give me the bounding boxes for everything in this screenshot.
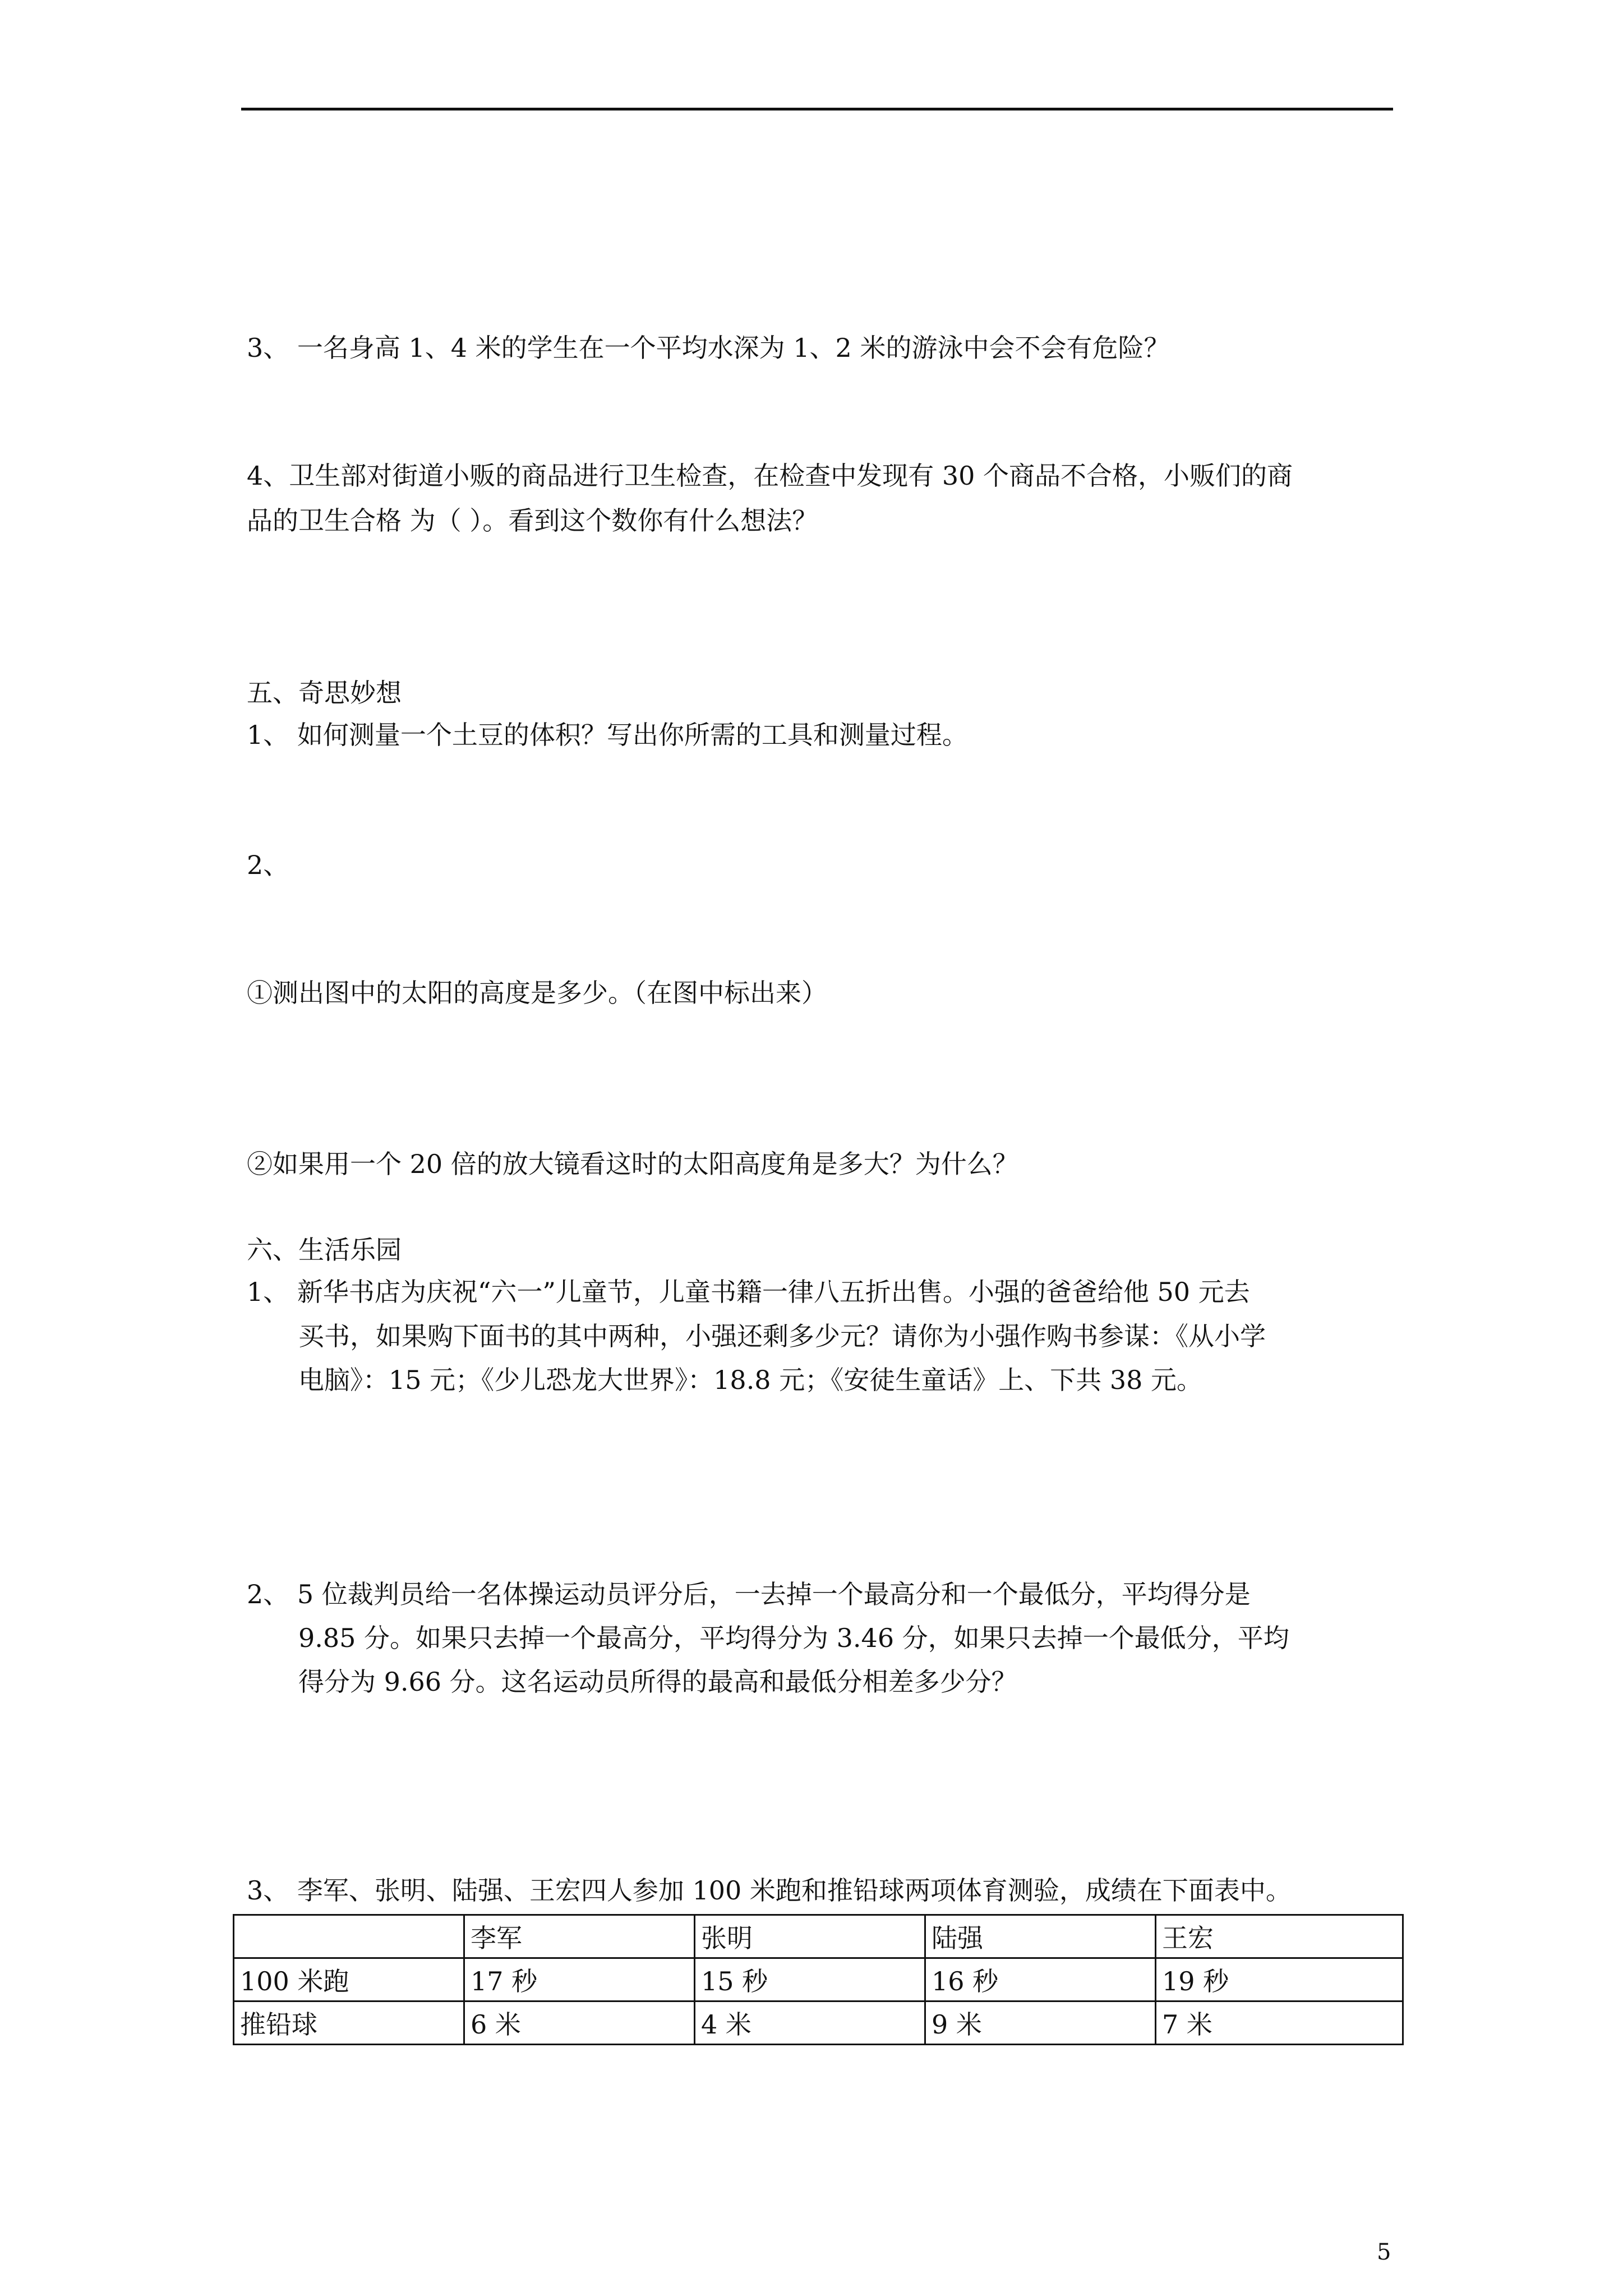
table-cell: 6 米 xyxy=(464,2001,695,2045)
question-5-2: 2、 xyxy=(247,850,289,880)
table-cell: 4 米 xyxy=(695,2001,925,2045)
table-header-cell: 李军 xyxy=(464,1915,695,1958)
table-header-cell: 陆强 xyxy=(925,1915,1156,1958)
table-header-cell: 王宏 xyxy=(1156,1915,1403,1958)
table-cell: 17 秒 xyxy=(464,1958,695,2001)
header-rule xyxy=(241,108,1393,111)
page-number: 5 xyxy=(1377,2239,1391,2265)
section-6-heading: 六、生活乐园 xyxy=(247,1235,402,1265)
question-4-4-line2: 品的卫生合格 为（ ）。看到这个数你有什么想法？ xyxy=(247,505,818,536)
table-cell: 15 秒 xyxy=(695,1958,925,2001)
table-row xyxy=(234,1958,1403,2001)
question-6-3: 3、 李军、张明、陆强、王宏四人参加 100 米跑和推铅球两项体育测验，成绩在下面表中。 xyxy=(247,1875,1292,1906)
table-header-row xyxy=(234,1915,1403,1958)
question-6-2-line1: 2、 5 位裁判员给一名体操运动员评分后，一去掉一个最高分和一个最低分，平均得分是 xyxy=(247,1579,1251,1609)
table-header-cell xyxy=(234,1915,464,1958)
table-cell: 16 秒 xyxy=(925,1958,1156,2001)
score-table xyxy=(233,1914,1404,2045)
question-4-3: 3、 一名身高 1、4 米的学生在一个平均水深为 1、2 米的游泳中会不会有危险？ xyxy=(247,333,1170,363)
table-cell: 9 米 xyxy=(925,2001,1156,2045)
table-cell: 推铅球 xyxy=(234,2001,464,2045)
table-header-cell: 张明 xyxy=(695,1915,925,1958)
question-6-2-line2: 9.85 分。如果只去掉一个最高分，平均得分为 3.46 分，如果只去掉一个最低分，平均 xyxy=(298,1623,1289,1653)
question-6-1-line3: 电脑》：15 元；《少儿恐龙大世界》：18.8 元；《安徒生童话》上、下共 38 元。 xyxy=(298,1365,1202,1395)
question-6-1-line2: 买书，如果购下面书的其中两种，小强还剩多少元？请你为小强作购书参谋：《从小学 xyxy=(298,1321,1266,1351)
question-5-2-a: ①测出图中的太阳的高度是多少。（在图中标出来） xyxy=(247,978,827,1008)
table-cell: 19 秒 xyxy=(1156,1958,1403,2001)
table-cell: 7 米 xyxy=(1156,2001,1403,2045)
question-4-4-line1: 4、卫生部对街道小贩的商品进行卫生检查，在检查中发现有 30 个商品不合格，小贩们的商 xyxy=(247,461,1293,491)
question-5-2-b: ②如果用一个 20 倍的放大镜看这时的太阳高度角是多大？为什么？ xyxy=(247,1149,1018,1179)
table-cell: 100 米跑 xyxy=(234,1958,464,2001)
section-5-heading: 五、奇思妙想 xyxy=(247,678,402,708)
table-row xyxy=(234,2001,1403,2045)
question-6-2-line3: 得分为 9.66 分。这名运动员所得的最高和最低分相差多少分？ xyxy=(298,1667,1017,1697)
question-6-1-line1: 1、 新华书店为庆祝“六一”儿童节，儿童书籍一律八五折出售。小强的爸爸给他 50 元去 xyxy=(247,1277,1250,1307)
question-5-1: 1、 如何测量一个土豆的体积？写出你所需的工具和测量过程。 xyxy=(247,720,968,750)
